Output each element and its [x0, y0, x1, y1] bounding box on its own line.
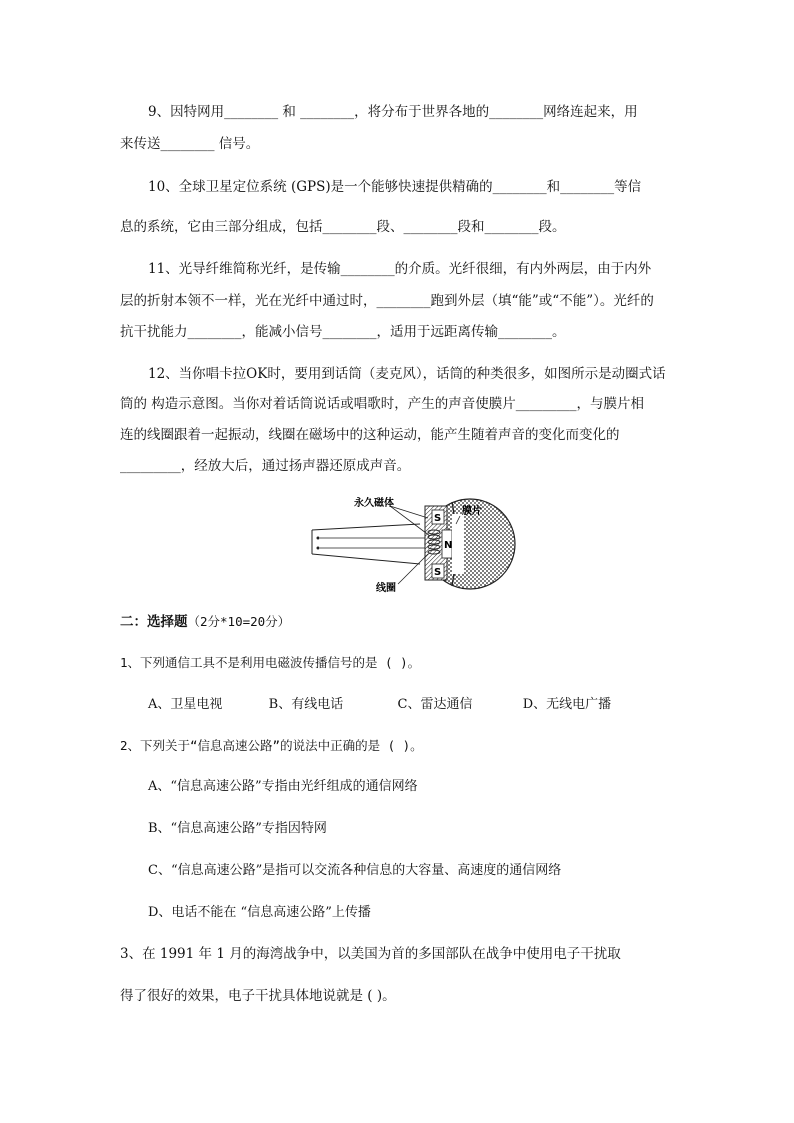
q12-line4: _________，经放大后，通过扬声器还原成声音。: [120, 458, 411, 474]
label-n: N: [444, 540, 453, 551]
mc-q1-option-b: B、有线电话: [268, 697, 344, 712]
mc-q2-option-b: B、“信息高速公路”专指因特网: [148, 821, 327, 836]
label-coil: 线圈: [376, 583, 396, 594]
q9-line2: 来传送________ 信号。: [120, 136, 260, 152]
q12-line3: 连的线圈跟着一起振动，线圈在磁场中的这种运动，能产生随着声音的变化而变化的: [120, 427, 620, 443]
q12-line2: 筒的 构造示意图。当你对着话筒说话或唱歌时，产生的声音使膜片_________，与膜片相: [120, 396, 645, 412]
section2-score: （2分*10=20分）: [187, 614, 291, 629]
label-membrane: 膜片: [462, 506, 482, 517]
section2-title: 二：选择题: [120, 614, 188, 630]
q11-line2: 层的折射本领不一样，光在光纤中通过时，________跑到外层（填“能”或“不能”）。光纤的: [120, 293, 654, 309]
mc-q1-option-c: C、雷达通信: [397, 697, 473, 712]
section2-heading: [120, 612, 680, 632]
mc-q1-options: [148, 695, 611, 715]
mc-q1-stem: 1、下列通信工具不是利用电磁波传播信号的是 ( )。: [120, 655, 421, 670]
label-s-bottom: S: [434, 567, 442, 578]
mc-q1-option-a: A、卫星电视: [148, 697, 223, 712]
q11-line1: 11、光导纤维简称光纤，是传输________的介质。光纤很细，有内外两层，由于内外: [148, 261, 652, 277]
q10-line1: 10、全球卫星定位系统 (GPS)是一个能够快速提供精确的________和________等信: [148, 179, 642, 195]
mc-q2-stem: 2、下列关于“信息高速公路”的说法中正确的是 ( )。: [120, 738, 423, 753]
mc-q2-option-c: C、“信息高速公路”是指可以交流各种信息的大容量、高速度的通信网络: [148, 863, 562, 878]
q9-line1: 9、因特网用________ 和 ________，将分布于世界各地的________网络连起来，用: [148, 104, 638, 120]
mc-q1-option-d: D、无线电广播: [522, 697, 612, 712]
q12-line1: 12、当你唱卡拉OK时，要用到话筒（麦克风），话筒的种类很多，如图所示是动圈式话: [148, 366, 666, 382]
mc-q2-option-d: D、电话不能在 “信息高速公路”上传播: [148, 905, 371, 920]
mc-q3-line1: 3、在 1991 年 1 月的海湾战争中，以美国为首的多国部队在战争中使用电子干扰取: [120, 946, 621, 962]
label-s-top: S: [434, 513, 442, 524]
label-permanent-magnet: 永久磁体: [354, 498, 394, 509]
microphone-diagram: [310, 494, 535, 594]
mc-q2-option-a: A、“信息高速公路”专指由光纤组成的通信网络: [148, 779, 418, 794]
q11-line3: 抗干扰能力________，能减小信号________，适用于远距离传输________。: [120, 324, 566, 340]
mc-q3-line2: 得了很好的效果，电子干扰具体地说就是 ( )。: [120, 988, 396, 1004]
q10-line2: 息的系统，它由三部分组成，包括________段、________段和________段。: [120, 219, 566, 235]
